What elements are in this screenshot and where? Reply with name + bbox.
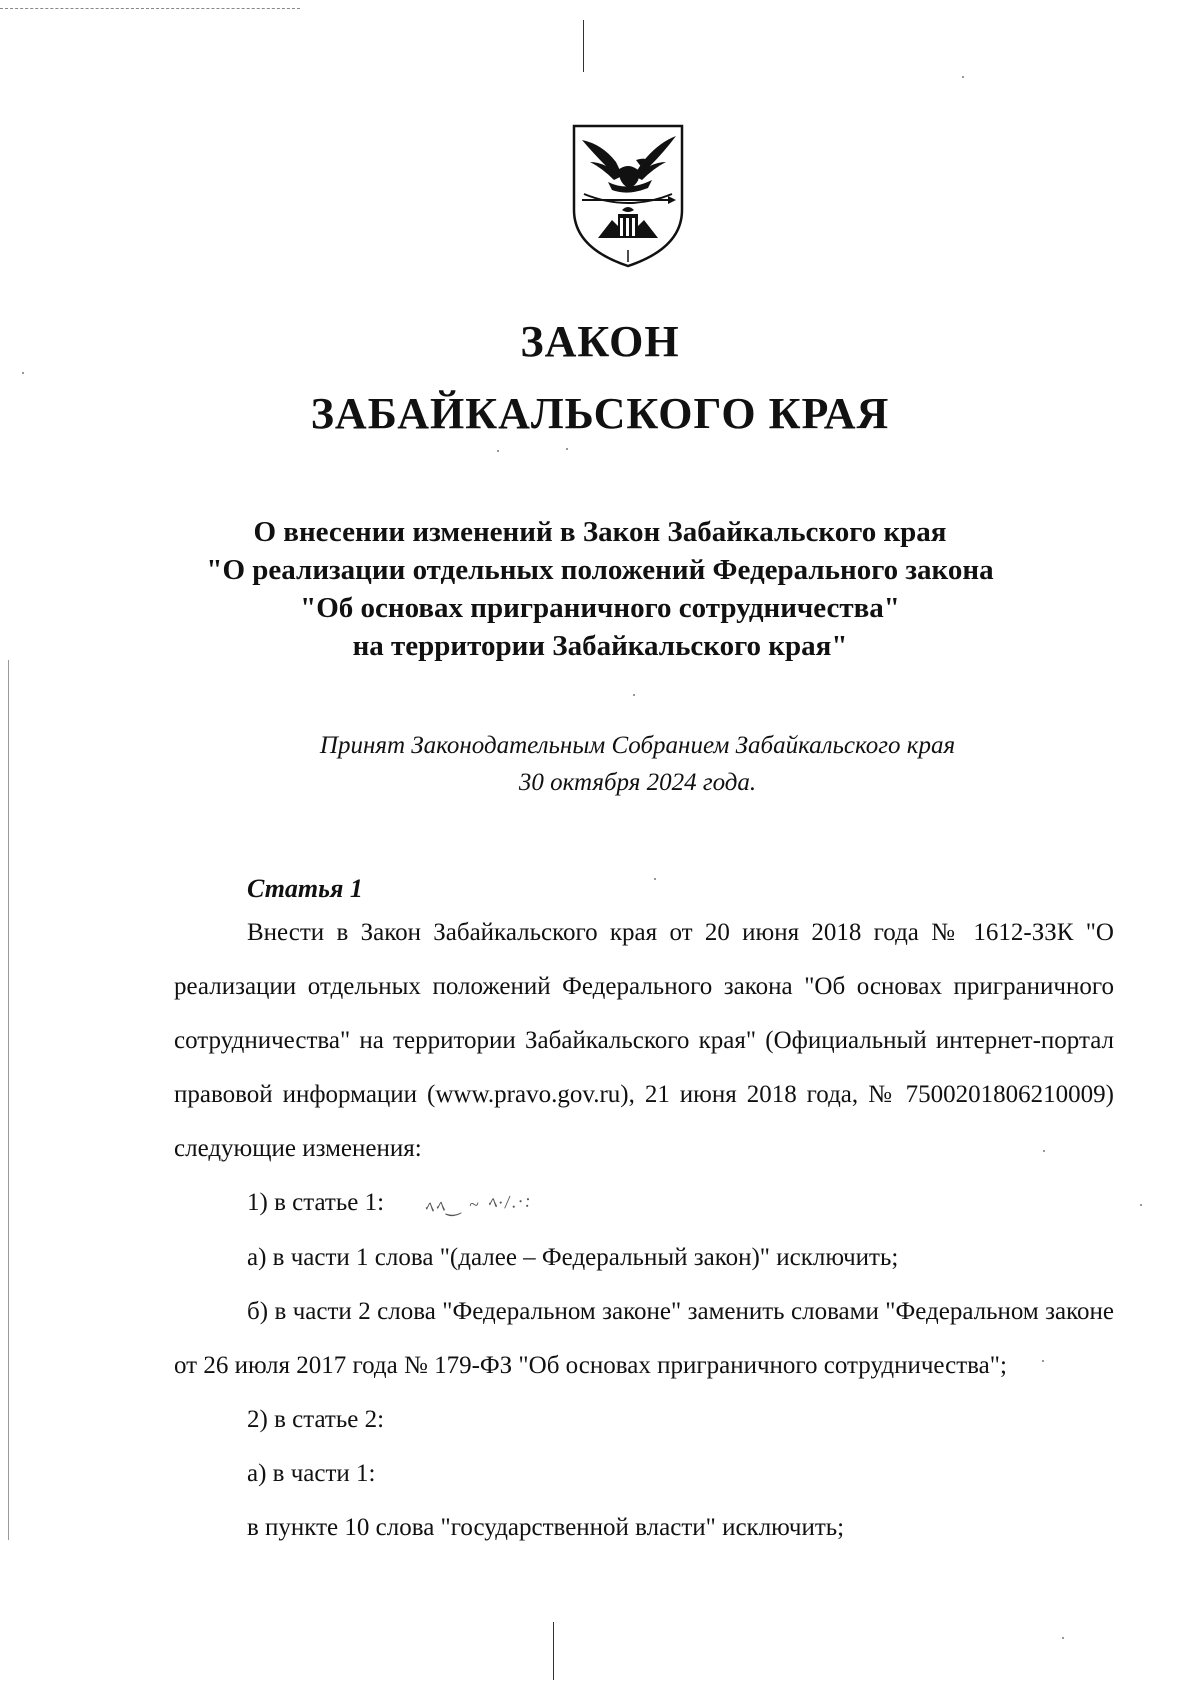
scan-artifact-top-line: [0, 8, 300, 9]
coat-of-arms-icon: [568, 122, 688, 270]
scan-speck: [497, 450, 499, 452]
scan-artifact-bottom-mark: [553, 1622, 554, 1680]
law-subject-line: на территории Забайкальского края": [352, 630, 848, 662]
law-title-line-2: ЗАБАЙКАЛЬСКОГО КРАЯ: [310, 389, 890, 438]
amendment-item-1-text: 1) в статье 1:: [247, 1189, 385, 1216]
scan-speck: [633, 694, 635, 696]
amendment-item-2: 2) в статье 2:: [247, 1406, 385, 1433]
law-title-line-1: ЗАКОН: [520, 317, 680, 366]
adoption-note-body: Принят Законодательным Собранием Забайкальского края: [319, 732, 956, 759]
amendment-item-1: [174, 1176, 1114, 1231]
scan-speck: [1140, 1204, 1142, 1206]
adoption-date: 30 октября 2024 года.: [518, 769, 757, 796]
law-subject-line: "Об основах приграничного сотрудничества": [300, 592, 900, 624]
law-subject: [0, 513, 1200, 665]
amendment-item-1a: а) в части 1 слова "(далее – Федеральный закон)" исключить;: [247, 1244, 899, 1271]
adoption-note: [0, 727, 1200, 801]
scan-artifact-top-mark: [583, 20, 584, 72]
amendment-item-2a-point-10: в пункте 10 слова "государственной власти" исключить;: [247, 1514, 845, 1541]
scan-speck: [566, 448, 568, 450]
law-subject-line: "О реализации отдельных положений Федерального закона: [206, 554, 994, 586]
amendment-item-2a: а) в части 1:: [247, 1460, 376, 1487]
article-body: [174, 906, 1114, 1555]
handwritten-mark: ﾍﾍ‿ ~ ﾍ·/.·:: [423, 1190, 534, 1218]
amendment-item-1b: б) в части 2 слова "Федеральном законе" заменить словами "Федеральном законе от 26 июля 2017 года № 179-ФЗ "Об основах приграничного сотрудничества";: [174, 1298, 1114, 1379]
article-heading: Статья 1: [247, 874, 363, 903]
scan-speck: [962, 76, 964, 78]
law-subject-line: О внесении изменений в Закон Забайкальского края: [253, 516, 947, 548]
scan-speck: [22, 372, 24, 374]
scan-speck: [654, 878, 656, 880]
article-intro-paragraph: Внести в Закон Забайкальского края от 20 июня 2018 года № 1612-ЗЗК "О реализации отдельных положений Федерального закона "Об основах приграничного сотрудничества" на территории Забайкальского края" (Официальный интернет-портал правовой информации (www.pravo.gov.ru), 21 июня 2018 года, № 7500201806210009) следующие изменения:: [174, 919, 1114, 1162]
scan-speck: [1062, 1637, 1064, 1639]
